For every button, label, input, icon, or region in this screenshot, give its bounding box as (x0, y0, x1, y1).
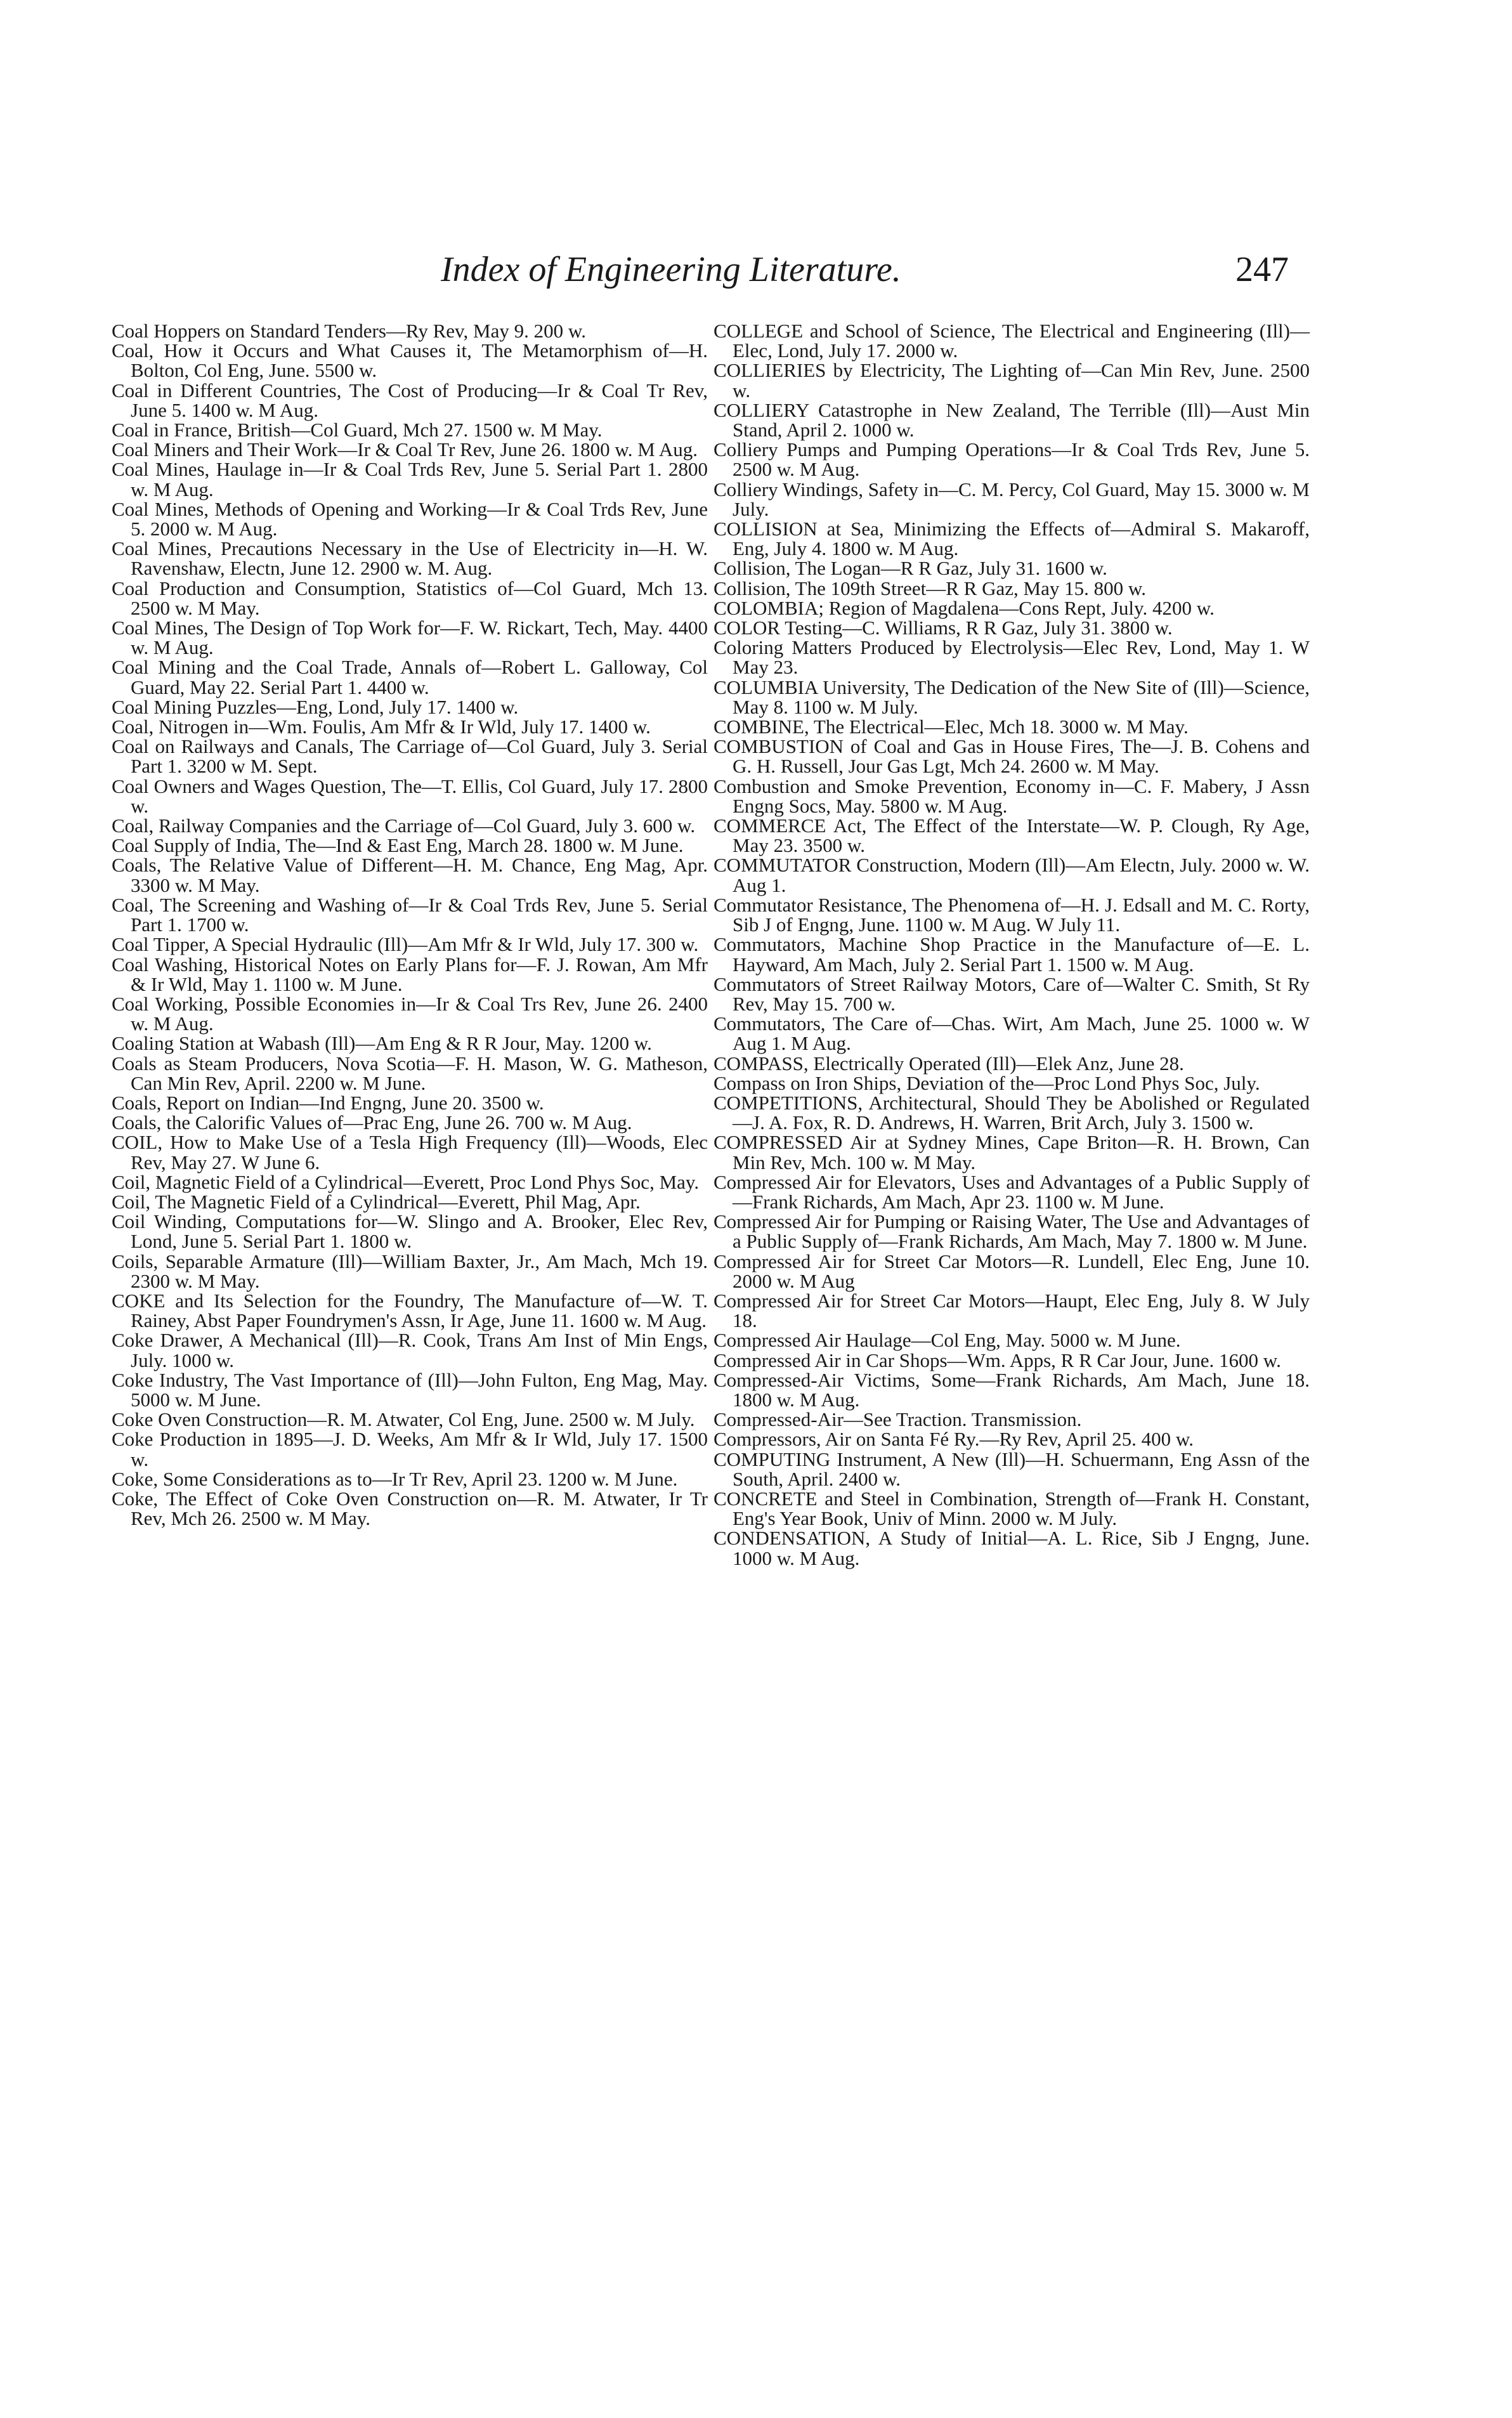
index-entry: Coal Hoppers on Standard Tenders—Ry Rev, May 9. 200 w. (112, 320, 586, 342)
index-entry: Compressed Air for Elevators, Uses and Advantages of a Public Supply of—Frank Richards, Am Mach, Apr 23. 1100 w. M June. (714, 1170, 1310, 1213)
index-entry: Coal on Railways and Canals, The Carriage of—Col Guard, July 3. Serial Part 1. 3200 w M. Sept. (112, 735, 708, 778)
index-entry: Compressed Air in Car Shops—Wm. Apps, R R Car Jour, June. 1600 w. (714, 1349, 1281, 1371)
index-entry: COMPUTING Instrument, A New (Ill)—H. Schuermann, Eng Assn of the South, April. 2400 w. (714, 1448, 1310, 1490)
index-entry: Commutators of Street Railway Motors, Care of—Walter C. Smith, St Ry Rev, May 15. 700 w. (714, 972, 1310, 1015)
index-entry: Coke, Some Considerations as to—Ir Tr Rev, April 23. 1200 w. M June. (112, 1467, 678, 1490)
index-entry: CONCRETE and Steel in Combination, Strength of—Frank H. Constant, Eng's Year Book, Univ of Minn. 2000 w. M July. (714, 1487, 1310, 1530)
index-entry: Compressed-Air Victims, Some—Frank Richards, Am Mach, June 18. 1800 w. M Aug. (714, 1368, 1310, 1411)
index-entry: Coil, Magnetic Field of a Cylindrical—Everett, Proc Lond Phys Soc, May. (112, 1170, 700, 1193)
index-entry: COLLISION at Sea, Minimizing the Effects of—Admiral S. Makaroff, Eng, July 4. 1800 w. M Aug. (714, 518, 1310, 560)
index-entry: Coal, How it Occurs and What Causes it, The Metamorphism of—H. Bolton, Col Eng, June. 5500 w. (112, 339, 708, 382)
index-entry: COLLIERIES by Electricity, The Lighting of—Can Min Rev, June. 2500 w. (714, 359, 1310, 402)
index-entry: Coils, Separable Armature (Ill)—William Baxter, Jr., Am Mach, Mch 19. 2300 w. M May. (112, 1250, 708, 1292)
index-entry: Coals, The Relative Value of Different—H. M. Chance, Eng Mag, Apr. 3300 w. M May. (112, 854, 708, 896)
index-entry: Coal, Nitrogen in—Wm. Foulis, Am Mfr & Ir Wld, July 17. 1400 w. (112, 716, 651, 738)
index-entry: COLLIERY Catastrophe in New Zealand, The Terrible (Ill)—Aust Min Stand, April 2. 1000 w. (714, 398, 1310, 441)
index-entry: Coal Production and Consumption, Statistics of—Col Guard, Mch 13. 2500 w. M May. (112, 577, 708, 619)
index-entry: Coal Working, Possible Economies in—Ir & Coal Trs Rev, June 26. 2400 w. M Aug. (112, 992, 708, 1035)
index-entry: Coal Tipper, A Special Hydraulic (Ill)—Am Mfr & Ir Wld, July 17. 300 w. (112, 933, 699, 956)
index-entry: COLOR Testing—C. Williams, R R Gaz, July 31. 3800 w. (714, 617, 1173, 639)
index-entry: Coal Mines, Precautions Necessary in the Use of Electricity in—H. W. Ravenshaw, Electn, June 12. 2900 w. M. Aug. (112, 537, 708, 580)
index-entry: Coal Mining and the Coal Trade, Annals of—Robert L. Galloway, Col Guard, May 22. Serial Part 1. 4400 w. (112, 656, 708, 698)
index-entry: Compressed Air for Street Car Motors—R. Lundell, Elec Eng, June 10. 2000 w. M Aug (714, 1250, 1310, 1292)
index-entry: Coil, The Magnetic Field of a Cylindrical—Everett, Phil Mag, Apr. (112, 1190, 641, 1213)
index-entry: Coal Owners and Wages Question, The—T. Ellis, Col Guard, July 17. 2800 w. (112, 774, 708, 817)
index-entry: Coal Mines, Haulage in—Ir & Coal Trds Rev, June 5. Serial Part 1. 2800 w. M Aug. (112, 458, 708, 500)
index-entry: COMMUTATOR Construction, Modern (Ill)—Am Electn, July. 2000 w. W. Aug 1. (714, 854, 1310, 896)
index-entry: Commutators, Machine Shop Practice in the Manufacture of—E. L. Hayward, Am Mach, July 2. Serial Part 1. 1500 w. M Aug. (714, 933, 1310, 976)
index-entry: Coals, Report on Indian—Ind Engng, June 20. 3500 w. (112, 1091, 544, 1114)
index-entry: Colliery Pumps and Pumping Operations—Ir & Coal Trds Rev, June 5. 2500 w. M Aug. (714, 438, 1310, 481)
page-header (0, 244, 1512, 295)
index-entry: Coke Oven Construction—R. M. Atwater, Col Eng, June. 2500 w. M July. (112, 1408, 695, 1431)
index-entry: Collision, The 109th Street—R R Gaz, May 15. 800 w. (714, 577, 1146, 599)
index-entry: Compressed-Air—See Traction. Transmission. (714, 1408, 1082, 1431)
index-entry: COMPASS, Electrically Operated (Ill)—Elek Anz, June 28. (714, 1052, 1184, 1075)
index-entry: Coke Drawer, A Mechanical (Ill)—R. Cook, Trans Am Inst of Min Engs, July. 1000 w. (112, 1329, 708, 1371)
index-entry: COMPETITIONS, Architectural, Should They be Abolished or Regulated—J. A. Fox, R. D. Andrews, H. Warren, Brit Arch, July 3. 1500 w. (714, 1091, 1310, 1134)
index-entry: Coal, Railway Companies and the Carriage of—Col Guard, July 3. 600 w. (112, 814, 696, 837)
index-entry: Compass on Iron Ships, Deviation of the—Proc Lond Phys Soc, July. (714, 1071, 1260, 1094)
right-column (714, 321, 1310, 1568)
index-entry: Coal Mines, Methods of Opening and Working—Ir & Coal Trds Rev, June 5. 2000 w. M Aug. (112, 497, 708, 540)
index-entry: Compressed Air for Pumping or Raising Water, The Use and Advantages of a Public Supply of—Frank Richards, Am Mach, May 7. 1800 w. M June. (714, 1210, 1310, 1253)
index-entry: COIL, How to Make Use of a Tesla High Frequency (Ill)—Woods, Elec Rev, May 27. W June 6. (112, 1131, 708, 1173)
index-entry: Coal, The Screening and Washing of—Ir & Coal Trds Rev, June 5. Serial Part 1. 1700 w. (112, 893, 708, 936)
index-entry: Compressors, Air on Santa Fé Ry.—Ry Rev, April 25. 400 w. (714, 1428, 1194, 1451)
index-entry: COMBUSTION of Coal and Gas in House Fires, The—J. B. Cohens and G. H. Russell, Jour Gas Lgt, Mch 24. 2600 w. M May. (714, 735, 1310, 778)
index-entry: Coke, The Effect of Coke Oven Construction on—R. M. Atwater, Ir Tr Rev, Mch 26. 2500 w. M May. (112, 1487, 708, 1530)
index-entry: COMBINE, The Electrical—Elec, Mch 18. 3000 w. M May. (714, 716, 1189, 738)
index-entry: Coke Production in 1895—J. D. Weeks, Am Mfr & Ir Wld, July 17. 1500 w. (112, 1428, 708, 1470)
index-entry: Colliery Windings, Safety in—C. M. Percy, Col Guard, May 15. 3000 w. M July. (714, 478, 1310, 520)
index-entry: COKE and Its Selection for the Foundry, The Manufacture of—W. T. Rainey, Abst Paper Foundrymen's Assn, Ir Age, June 11. 1600 w. M Aug. (112, 1289, 708, 1332)
index-entry: Coloring Matters Produced by Electrolysis—Elec Rev, Lond, May 1. W May 23. (714, 636, 1310, 679)
index-entry: COLUMBIA University, The Dedication of the New Site of (Ill)—Science, May 8. 1100 w. M July. (714, 676, 1310, 718)
index-entry: COLLEGE and School of Science, The Electrical and Engineering (Ill)—Elec, Lond, July 17. 2000 w. (714, 320, 1310, 362)
index-entry: Coals as Steam Producers, Nova Scotia—F. H. Mason, W. G. Matheson, Can Min Rev, April. 2200 w. M June. (112, 1052, 708, 1094)
index-entry: Coal Miners and Their Work—Ir & Coal Tr Rev, June 26. 1800 w. M Aug. (112, 438, 698, 461)
index-entry: Coaling Station at Wabash (Ill)—Am Eng & R R Jour, May. 1200 w. (112, 1032, 652, 1055)
index-entry: Coal Supply of India, The—Ind & East Eng, March 28. 1800 w. M June. (112, 834, 684, 857)
index-entry: Combustion and Smoke Prevention, Economy in—C. F. Mabery, J Assn Engng Socs, May. 5800 w. M Aug. (714, 774, 1310, 817)
index-entry: Coal Mines, The Design of Top Work for—F. W. Rickart, Tech, May. 4400 w. M Aug. (112, 617, 708, 659)
index-entry: Compressed Air Haulage—Col Eng, May. 5000 w. M June. (714, 1329, 1181, 1352)
index-entry: Collision, The Logan—R R Gaz, July 31. 1600 w. (714, 557, 1107, 580)
index-entry: Coals, the Calorific Values of—Prac Eng, June 26. 700 w. M Aug. (112, 1111, 632, 1134)
index-entry: Coal in France, British—Col Guard, Mch 27. 1500 w. M May. (112, 419, 603, 441)
index-entry: Coal Washing, Historical Notes on Early Plans for—F. J. Rowan, Am Mfr & Ir Wld, May 1. 1100 w. M June. (112, 953, 708, 995)
index-entry: Coke Industry, The Vast Importance of (Ill)—John Fulton, Eng Mag, May. 5000 w. M June. (112, 1368, 708, 1411)
index-entry: Commutators, The Care of—Chas. Wirt, Am Mach, June 25. 1000 w. W Aug 1. M Aug. (714, 1012, 1310, 1055)
left-column (112, 321, 708, 1528)
index-entry: Coal in Different Countries, The Cost of Producing—Ir & Coal Tr Rev, June 5. 1400 w. M Aug. (112, 379, 708, 421)
index-entry: Coal Mining Puzzles—Eng, Lond, July 17. 1400 w. (112, 695, 519, 718)
index-entry: CONDENSATION, A Study of Initial—A. L. Rice, Sib J Engng, June. 1000 w. M Aug. (714, 1527, 1310, 1569)
index-entry: Compressed Air for Street Car Motors—Haupt, Elec Eng, July 8. W July 18. (714, 1289, 1310, 1332)
index-entry: COMPRESSED Air at Sydney Mines, Cape Briton—R. H. Brown, Can Min Rev, Mch. 100 w. M May. (714, 1131, 1310, 1173)
index-entry: Coil Winding, Computations for—W. Slingo and A. Brooker, Elec Rev, Lond, June 5. Serial Part 1. 1800 w. (112, 1210, 708, 1253)
index-entry: COMMERCE Act, The Effect of the Interstate—W. P. Clough, Ry Age, May 23. 3500 w. (714, 814, 1310, 857)
index-entry: COLOMBIA; Region of Magdalena—Cons Rept, July. 4200 w. (714, 596, 1215, 619)
running-title: Index of Engineering Literature. (441, 250, 901, 289)
index-entry: Commutator Resistance, The Phenomena of—H. J. Edsall and M. C. Rorty, Sib J of Engng, June. 1100 w. M Aug. W July 11. (714, 893, 1310, 936)
page-number: 247 (1235, 250, 1289, 289)
